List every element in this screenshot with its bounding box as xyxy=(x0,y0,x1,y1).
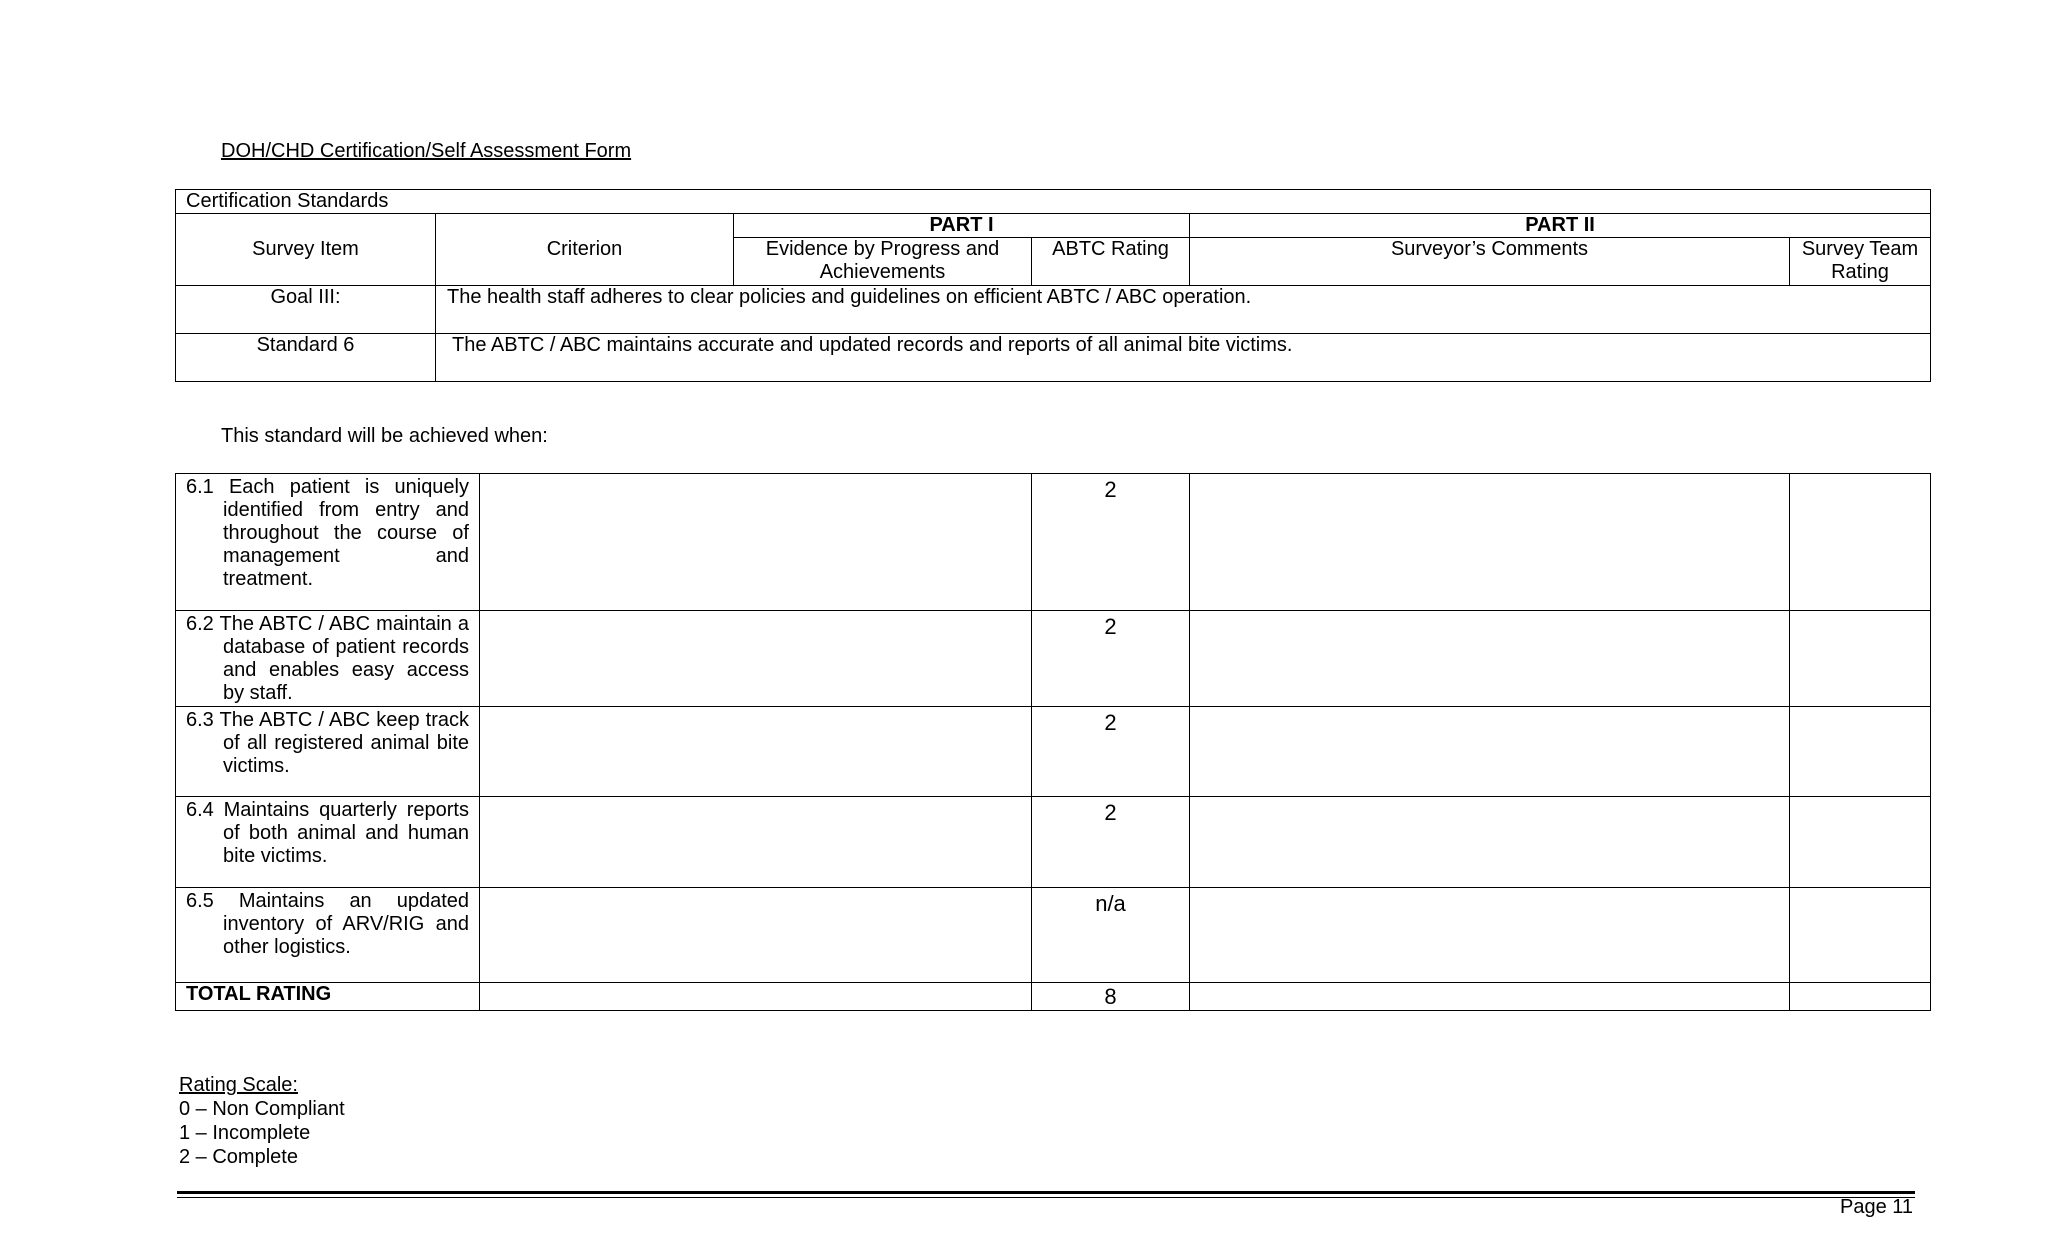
survey-team-rating-cell xyxy=(1790,888,1931,983)
item-text: 6.4 Maintains quarterly reports of both animal and human bite victims. xyxy=(176,797,480,888)
certification-standards-label: Certification Standards xyxy=(176,190,1931,214)
surveyor-comments-header: Surveyor’s Comments xyxy=(1190,238,1790,286)
rating-scale-line: 2 – Complete xyxy=(179,1146,298,1168)
surveyor-comments-cell xyxy=(1190,474,1790,611)
standard-text: The ABTC / ABC maintains accurate and updated records and reports of all animal bite victims. xyxy=(436,334,1931,382)
item-text: 6.3 The ABTC / ABC keep track of all registered animal bite victims. xyxy=(176,707,480,797)
survey-team-rating-cell xyxy=(1790,797,1931,888)
abtc-rating-header: ABTC Rating xyxy=(1032,238,1190,286)
rating-scale-heading: Rating Scale: xyxy=(179,1074,298,1096)
rating-scale-line: 1 – Incomplete xyxy=(179,1122,311,1144)
evidence-cell xyxy=(480,888,1032,983)
intro-text: This standard will be achieved when: xyxy=(221,425,548,447)
rating-scale xyxy=(179,1073,345,1169)
total-row xyxy=(176,983,1931,1011)
rating-scale-line: 0 – Non Compliant xyxy=(179,1098,345,1120)
evidence-cell xyxy=(480,611,1032,707)
total-label: TOTAL RATING xyxy=(176,983,480,1011)
standard-label: Standard 6 xyxy=(176,334,436,382)
survey-team-rating-cell xyxy=(1790,707,1931,797)
table-row xyxy=(176,797,1931,888)
item-text: 6.1 Each patient is uniquely identified from entry and throughout the course of management and treatment. xyxy=(176,474,480,611)
survey-team-rating-cell xyxy=(1790,983,1931,1011)
table-row xyxy=(176,707,1931,797)
evidence-cell xyxy=(480,707,1032,797)
item-text: 6.5 Maintains an updated inventory of ARV/RIG and other logistics. xyxy=(176,888,480,983)
surveyor-comments-cell xyxy=(1190,707,1790,797)
table-row xyxy=(176,888,1931,983)
abtc-rating-cell: n/a xyxy=(1032,888,1190,983)
survey-item-header: Survey Item xyxy=(176,214,436,286)
abtc-rating-cell: 2 xyxy=(1032,474,1190,611)
abtc-rating-cell: 2 xyxy=(1032,611,1190,707)
abtc-rating-cell: 2 xyxy=(1032,797,1190,888)
table-row xyxy=(176,611,1931,707)
document-title: DOH/CHD Certification/Self Assessment Form xyxy=(221,140,632,162)
survey-team-rating-header: Survey Team Rating xyxy=(1790,238,1931,286)
table-row xyxy=(176,474,1931,611)
part2-header: PART II xyxy=(1190,214,1931,238)
evidence-header: Evidence by Progress and Achievements xyxy=(734,238,1032,286)
surveyor-comments-cell xyxy=(1190,983,1790,1011)
item-text: 6.2 The ABTC / ABC maintain a database of patient records and enables easy access by staff. xyxy=(176,611,480,707)
footer-rule xyxy=(177,1191,1915,1194)
total-rating: 8 xyxy=(1032,983,1190,1011)
criteria-table xyxy=(175,473,1931,1011)
surveyor-comments-cell xyxy=(1190,797,1790,888)
page-number: Page 11 xyxy=(1840,1196,1914,1218)
goal-label: Goal III: xyxy=(176,286,436,334)
surveyor-comments-cell xyxy=(1190,611,1790,707)
goal-text: The health staff adheres to clear policies and guidelines on efficient ABTC / ABC operation. xyxy=(436,286,1931,334)
evidence-cell xyxy=(480,983,1032,1011)
criterion-header: Criterion xyxy=(436,214,734,286)
footer-rule-thin xyxy=(177,1197,1915,1198)
survey-team-rating-cell xyxy=(1790,474,1931,611)
abtc-rating-cell: 2 xyxy=(1032,707,1190,797)
evidence-cell xyxy=(480,474,1032,611)
certification-standards-table xyxy=(175,189,1931,382)
evidence-cell xyxy=(480,797,1032,888)
part1-header: PART I xyxy=(734,214,1190,238)
surveyor-comments-cell xyxy=(1190,888,1790,983)
survey-team-rating-cell xyxy=(1790,611,1931,707)
